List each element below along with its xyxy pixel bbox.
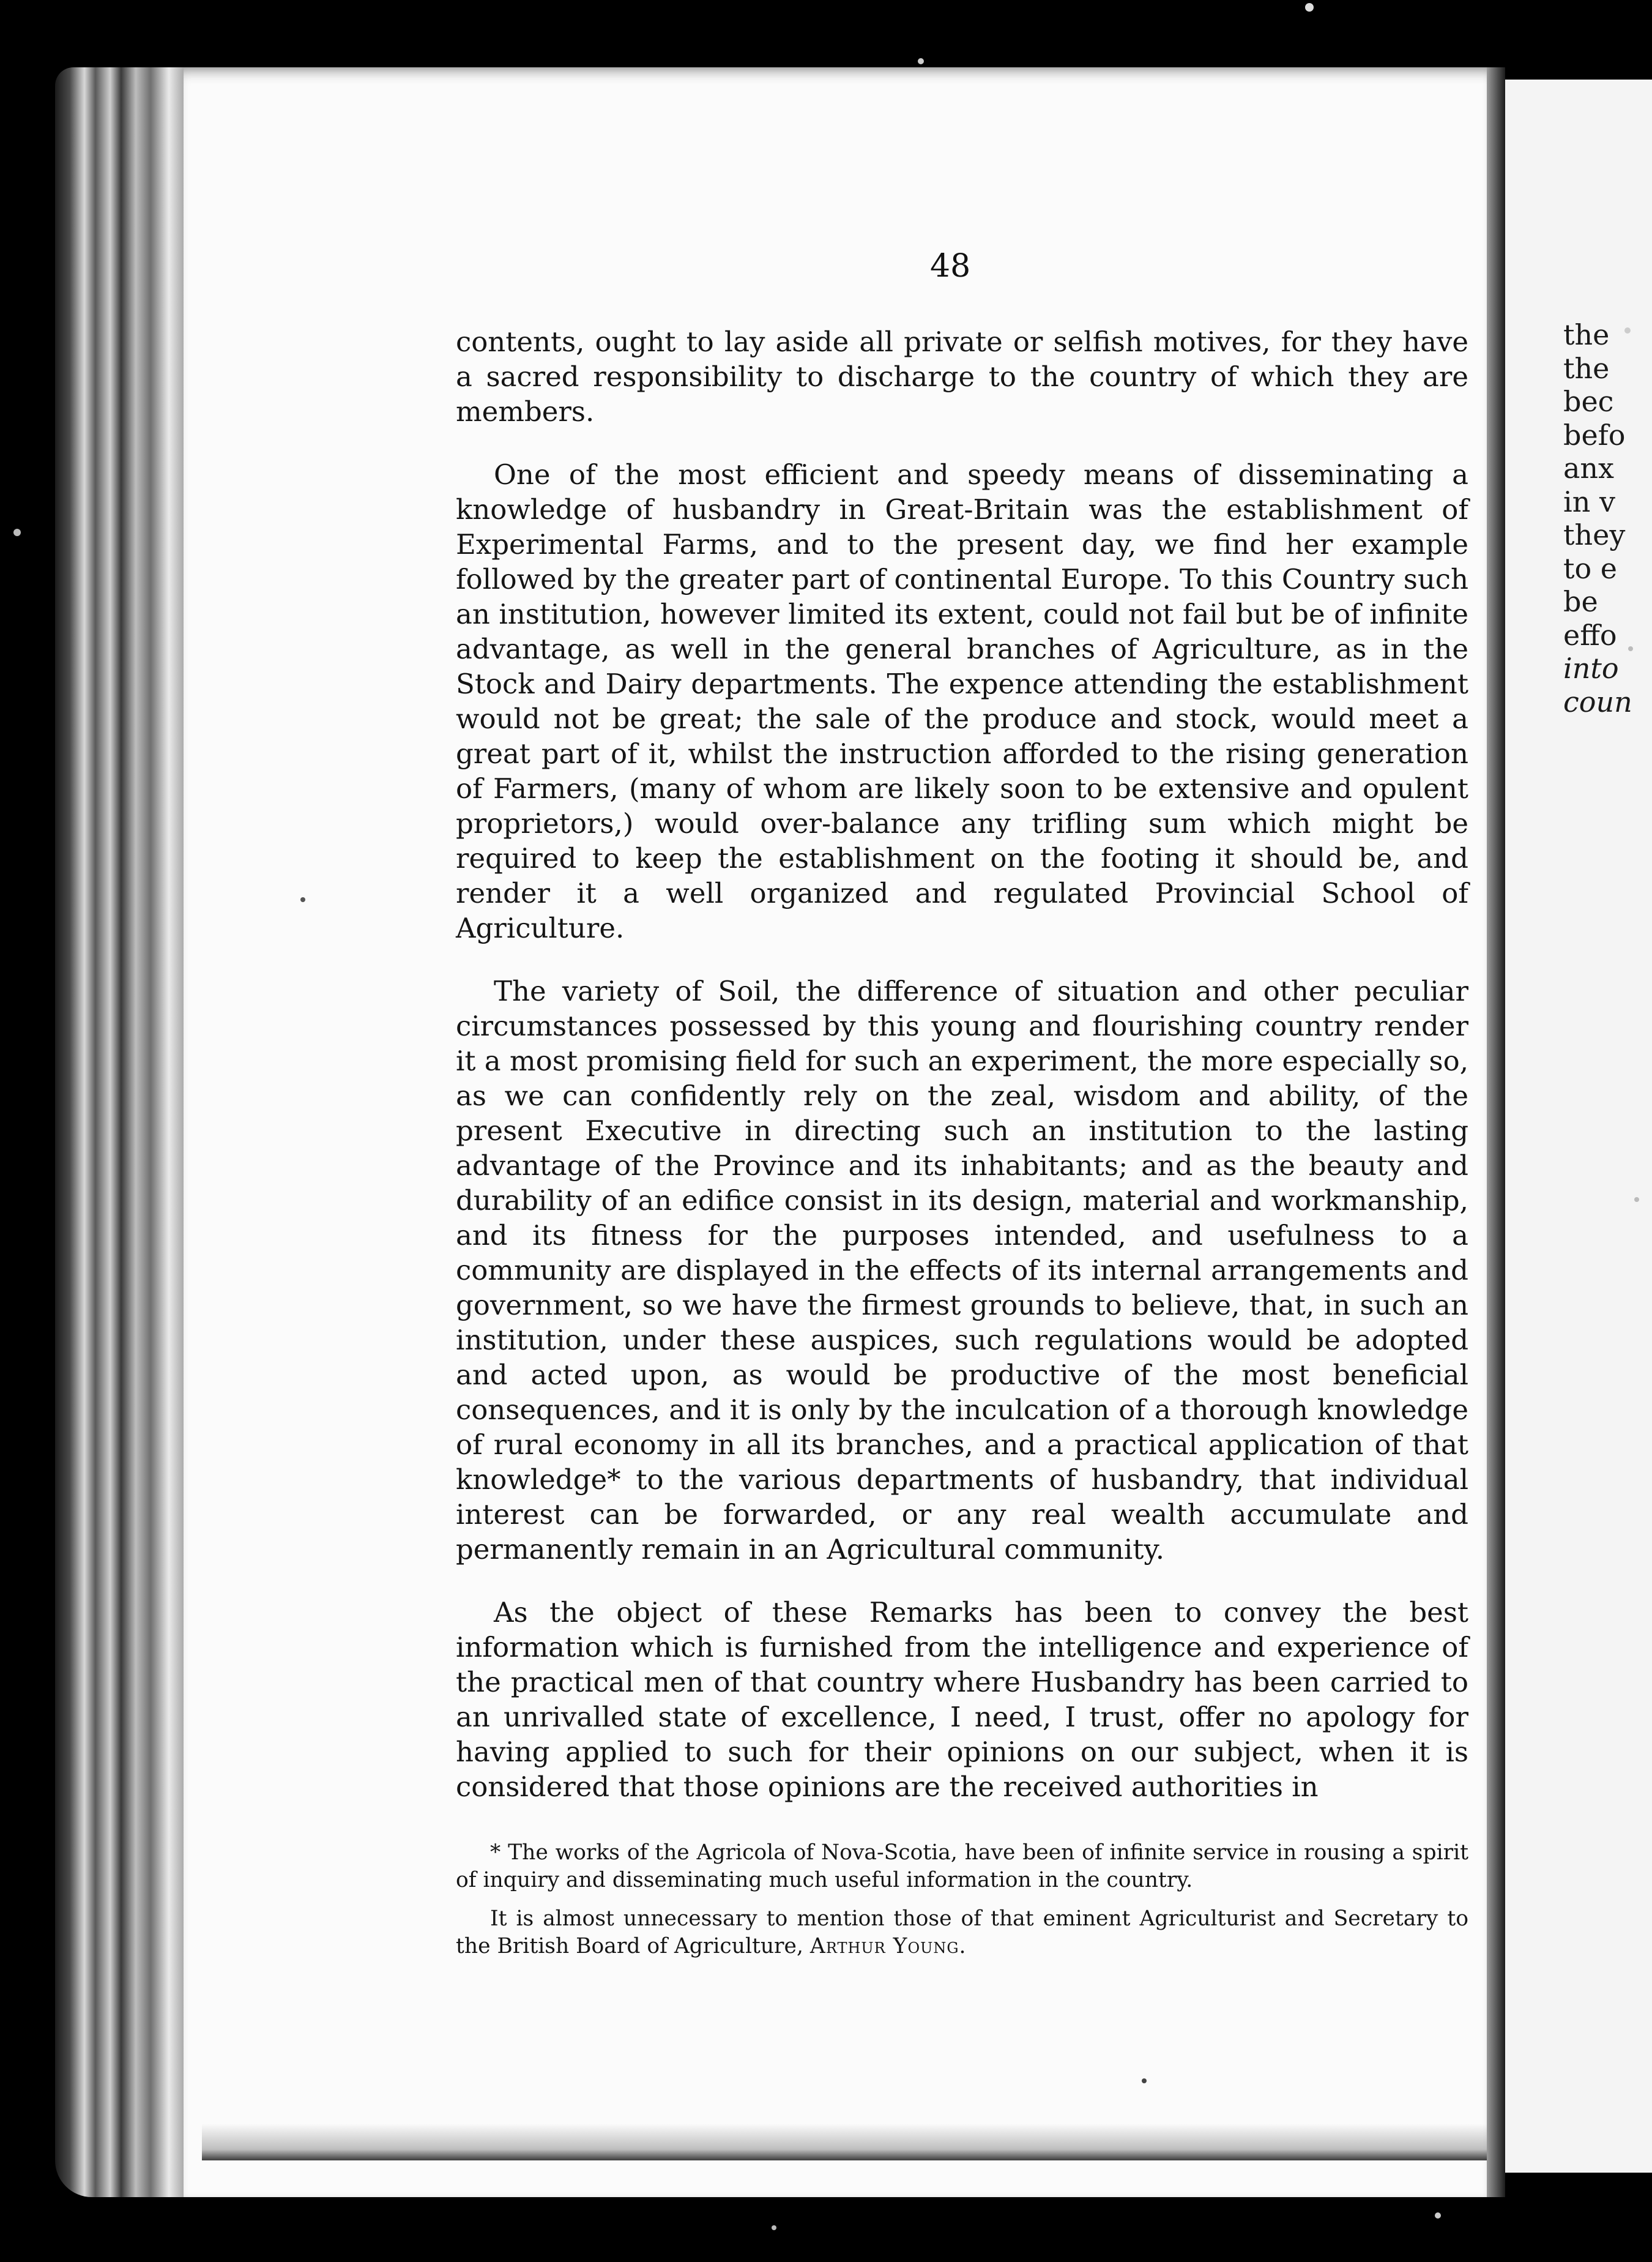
paragraph-continuation: contents, ought to lay aside all private or selfish motives, for they have a sacred responsibility to discharge to the country of which they are members. — [456, 326, 1468, 428]
footnote-arthur-young-text: It is almost unnecessary to mention those of that eminent Agriculturist and Secretary to the British Board of Agriculture, — [456, 1906, 1468, 1958]
facing-line-italic: coun — [1563, 685, 1632, 719]
facing-line: anx — [1563, 452, 1614, 485]
facing-line-italic: into — [1563, 652, 1619, 685]
facing-line: the — [1563, 351, 1610, 385]
facing-line: to e — [1563, 551, 1618, 585]
footnote-agricola: * The works of the Agricola of Nova-Scotia, have been of infinite service in rousing a spirit of inquiry and disseminating much useful information in the country. — [456, 1840, 1468, 1892]
facing-line: bec — [1563, 385, 1614, 418]
facing-line: the — [1563, 318, 1610, 351]
facing-line: in v — [1563, 485, 1615, 518]
facing-line: effo — [1563, 618, 1617, 652]
paragraph-experimental-farms: One of the most efficient and speedy means of disseminating a knowledge of husbandry in Great-Britain was the establishment of Experimental Farms, and to the present day, we find her example followed by the greater part of continental Europe. To this Country such an institution, however limited its extent, could not fail but be of infinite advantage, as well in the general branches of Agriculture, as in the Stock and Dairy departments. The expence attending the establishment would not be great; the sale of the produce and stock, would meet a great part of it, whilst the instruction afforded to the rising generation of Farmers, (many of whom are likely soon to be extensive and opulent proprietors,) would over-balance any trifling sum which might be required to keep the establishment on the footing it should be, and render it a well organized and regulated Provincial School of Agriculture. — [456, 458, 1468, 944]
footnote-arthur-young-name: Arthur Young. — [809, 1934, 967, 1958]
facing-line: they — [1563, 518, 1626, 551]
page-number: 48 — [930, 248, 971, 285]
paragraph-variety-of-soil: The variety of Soil, the difference of situation and other peculiar circumstances possessed by this young and flourishing country render it a most promising field for such an experiment, the more especially so, as we can confidently rely on the zeal, wisdom and ability, of the present Executive in directing such an institution to the lasting advantage of the Province and its inhabitants; and as the beauty and durability of an edifice consist in its design, material and workmanship, and its fitness for the purposes intended, and usefulness to a community are displayed in the effects of its internal arrangements and government, so we have the firmest grounds to believe, that, in such an institution, under these auspices, such regulations would be adopted and acted upon, as would be productive of the most beneficial consequences, and it is only by the inculcation of a thorough knowledge of rural economy in all its branches, and a practical application of that knowledge* to the various departments of husbandry, that individual interest can be forwarded, or any real wealth accumulate and permanently remain in an Agricultural community. — [456, 975, 1468, 1566]
paragraph-object-of-remarks: As the object of these Remarks has been to convey the best information which is furnished from the intelligence and experience of the practical men of that country where Husbandry has been carried to an unrivalled state of excellence, I need, I trust, offer no apology for having applied to such for their opinions on our subject, when it is considered that those opinions are the received authorities in — [456, 1596, 1468, 1803]
facing-line: befo — [1563, 418, 1626, 452]
facing-line: be — [1563, 585, 1598, 618]
